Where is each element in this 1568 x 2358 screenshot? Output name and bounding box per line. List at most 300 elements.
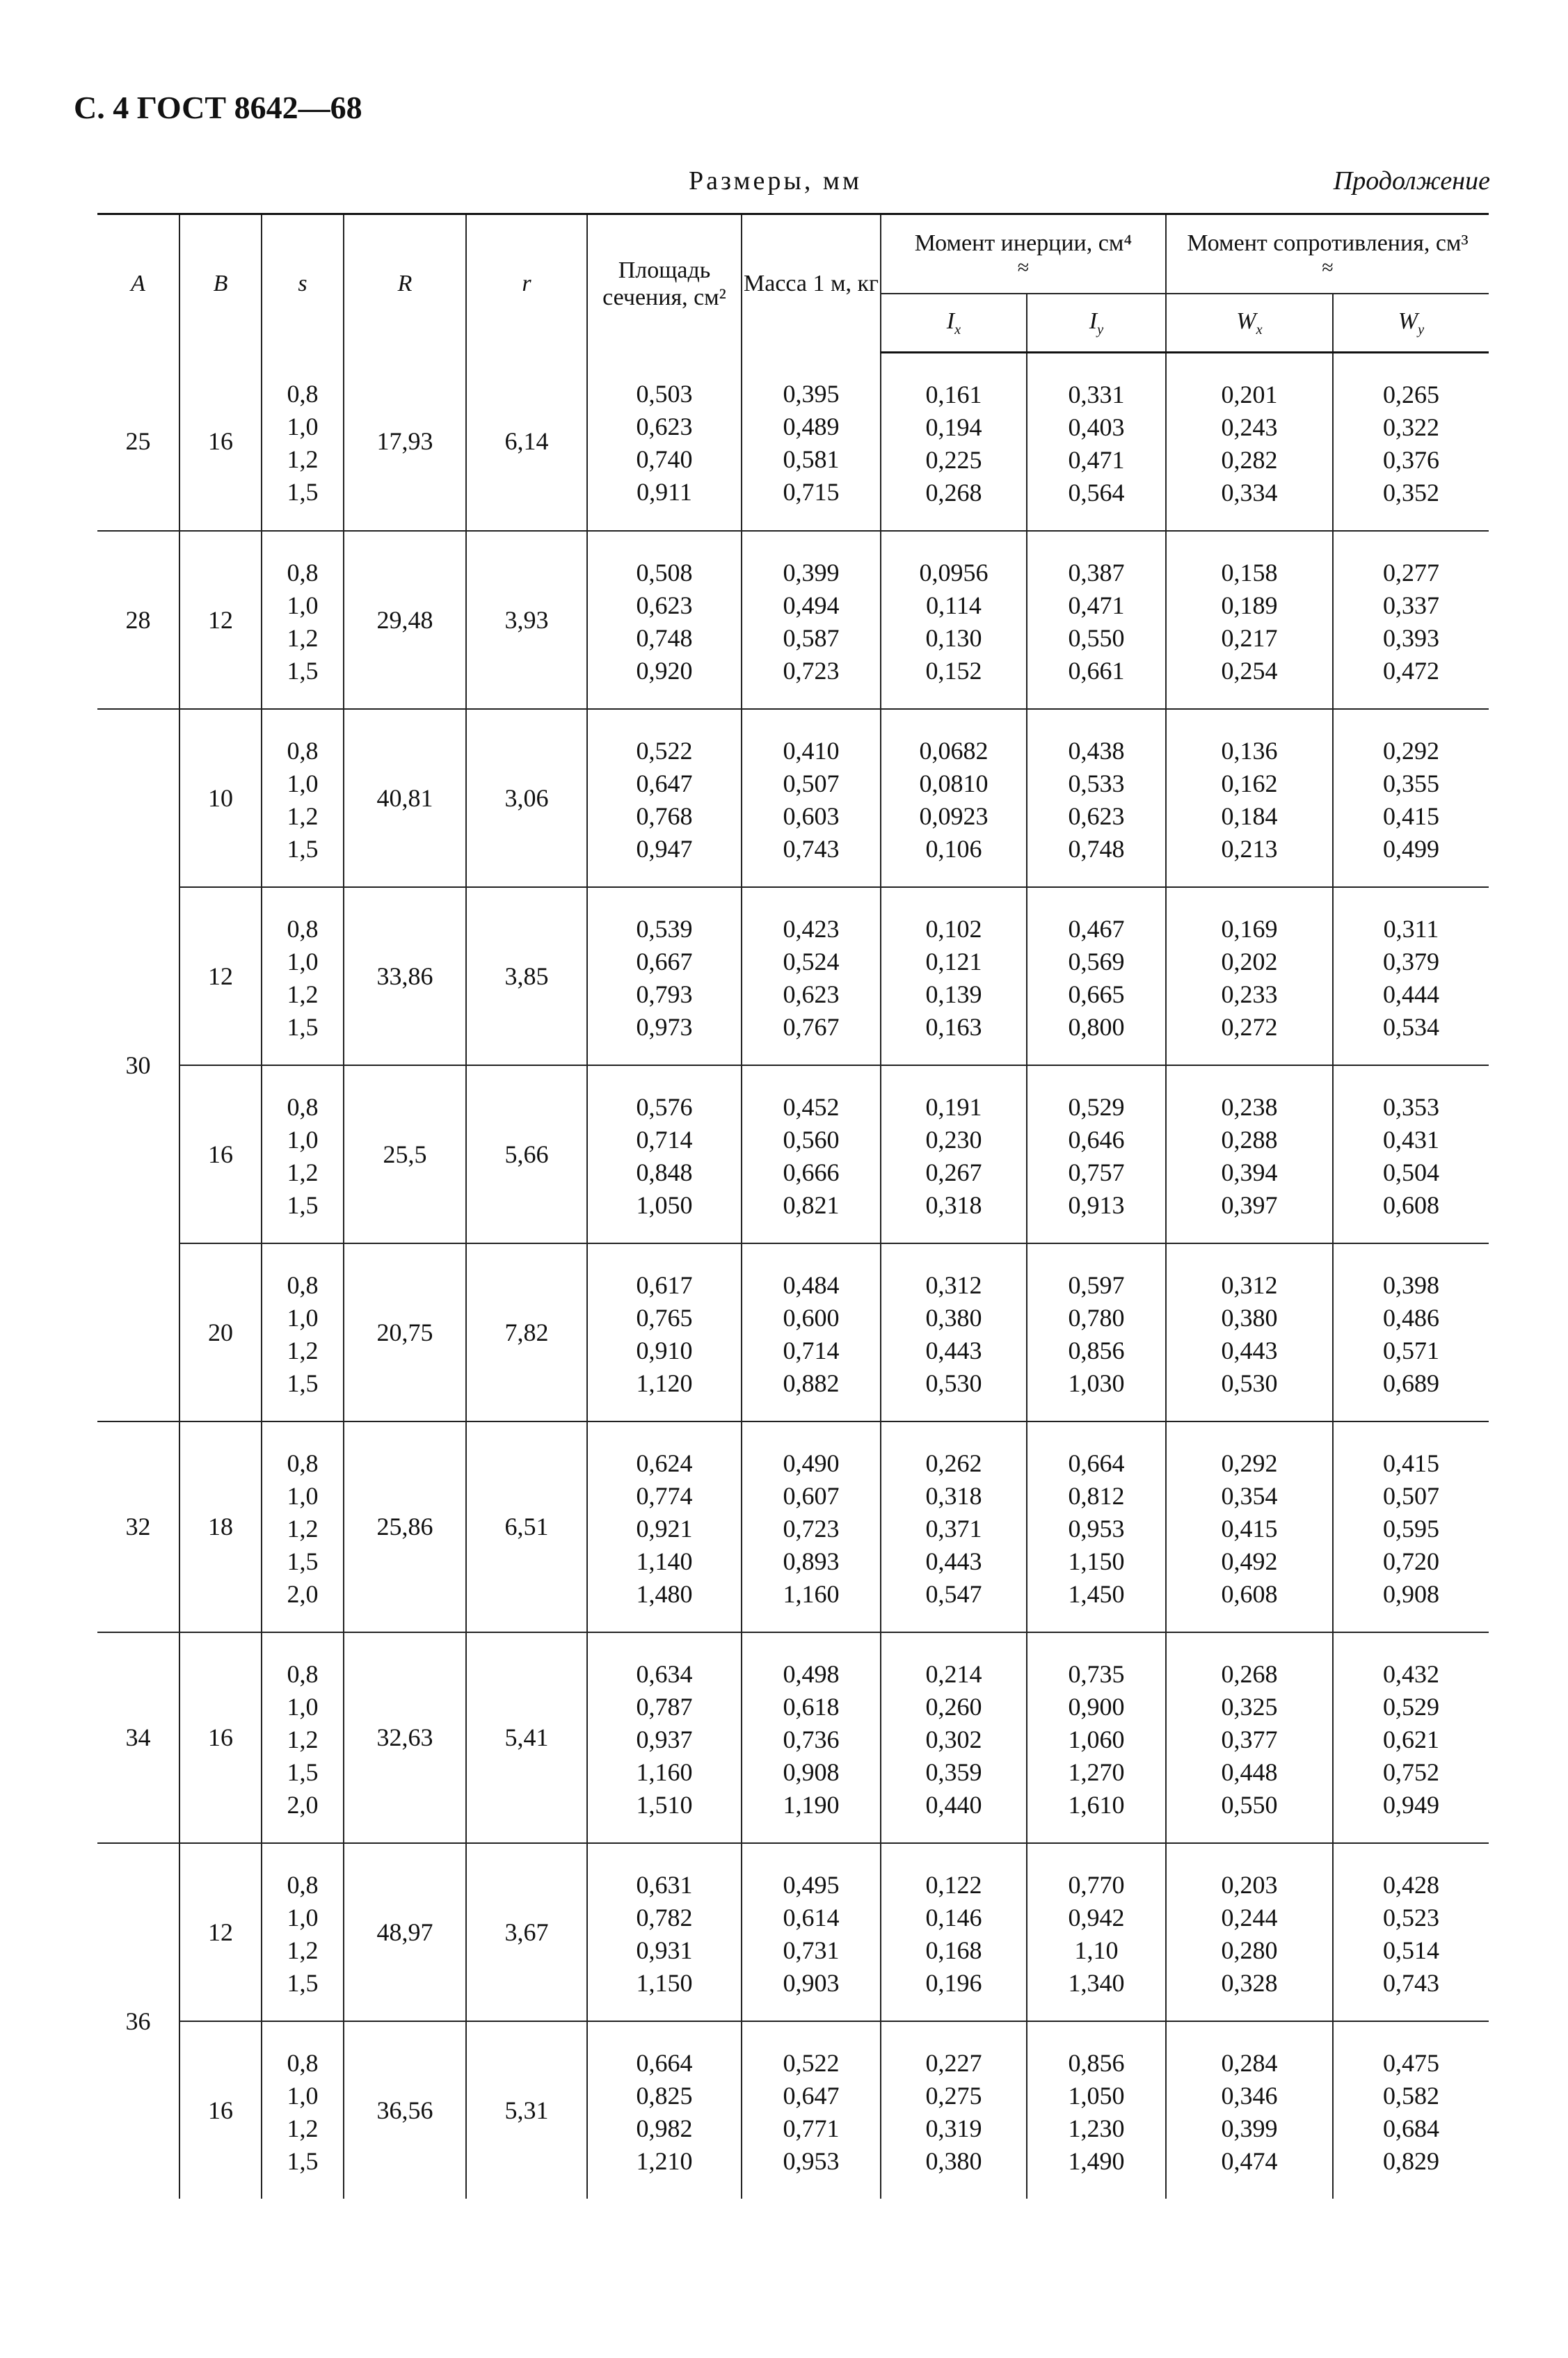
value-Iy: 0,665 [1068, 980, 1125, 1008]
cell-Ix-list [881, 353, 1027, 532]
cell-area-list [587, 709, 742, 887]
value-mass: 1,160 [783, 1580, 840, 1608]
value-mass: 0,771 [783, 2114, 840, 2142]
value-mass: 0,767 [783, 1013, 840, 1041]
value-Wy: 0,444 [1383, 980, 1439, 1008]
value-Ix: 0,225 [925, 446, 982, 474]
cell-r: 6,51 [466, 1421, 587, 1632]
value-Ix: 0,196 [925, 1969, 982, 1997]
value-mass: 0,507 [783, 770, 840, 797]
cell-mass-list [742, 709, 881, 887]
value-mass: 0,607 [783, 1482, 840, 1510]
cell-Wx-list [1166, 1632, 1333, 1843]
value-s: 1,5 [287, 1369, 319, 1397]
value-Ix: 0,152 [925, 657, 982, 685]
value-mass: 0,603 [783, 802, 840, 830]
value-Iy: 0,597 [1068, 1271, 1125, 1299]
value-Ix: 0,443 [925, 1547, 982, 1575]
table-row [97, 2021, 1489, 2199]
value-Wy: 0,393 [1383, 624, 1439, 652]
value-Wy: 0,571 [1383, 1337, 1439, 1364]
value-mass: 0,731 [783, 1936, 840, 1964]
cell-B: 10 [179, 709, 262, 887]
value-Wy: 0,415 [1383, 802, 1439, 830]
value-area: 1,140 [636, 1547, 693, 1575]
value-Iy: 0,735 [1068, 1660, 1125, 1688]
cell-s-list [262, 1843, 344, 2021]
value-Wy: 0,311 [1383, 915, 1439, 943]
col-header-r: r [466, 214, 587, 353]
value-Iy: 0,661 [1068, 657, 1125, 685]
table-row [97, 1421, 1489, 1632]
value-s: 1,2 [287, 1337, 319, 1364]
value-Iy: 0,569 [1068, 948, 1125, 975]
value-Wx: 0,394 [1221, 1158, 1278, 1186]
value-Ix: 0,114 [926, 591, 982, 619]
value-Wx: 0,169 [1221, 915, 1278, 943]
value-Iy: 0,387 [1068, 559, 1125, 587]
cell-Iy-list [1027, 531, 1166, 709]
cell-Wy-list [1333, 353, 1489, 532]
value-Ix: 0,262 [925, 1449, 982, 1477]
value-Ix: 0,194 [925, 413, 982, 441]
value-Iy: 0,438 [1068, 737, 1125, 765]
value-s: 1,2 [287, 1726, 319, 1753]
value-Iy: 0,529 [1068, 1093, 1125, 1121]
cell-Wx-list [1166, 353, 1333, 532]
value-s: 0,8 [287, 2049, 319, 2077]
value-Iy: 1,030 [1068, 1369, 1125, 1397]
value-Wx: 0,328 [1221, 1969, 1278, 1997]
value-s: 1,2 [287, 1936, 319, 1964]
value-Wx: 0,443 [1221, 1337, 1278, 1364]
value-area: 0,973 [636, 1013, 693, 1041]
value-area: 0,624 [636, 1449, 693, 1477]
value-Wx: 0,492 [1221, 1547, 1278, 1575]
value-mass: 0,714 [783, 1337, 840, 1364]
cell-mass-list [742, 887, 881, 1065]
value-Wy: 0,689 [1383, 1369, 1439, 1397]
cell-s-list [262, 1421, 344, 1632]
value-Ix: 0,267 [925, 1158, 982, 1186]
value-mass: 0,623 [783, 980, 840, 1008]
value-mass: 0,399 [783, 559, 840, 587]
value-Ix: 0,260 [925, 1693, 982, 1721]
value-s: 1,0 [287, 1304, 319, 1332]
value-s: 0,8 [287, 915, 319, 943]
value-Iy: 0,856 [1068, 2049, 1125, 2077]
cell-Ix-list [881, 1243, 1027, 1421]
cell-R: 25,5 [344, 1065, 466, 1243]
value-mass: 0,903 [783, 1969, 840, 1997]
cell-B: 16 [179, 1065, 262, 1243]
value-Iy: 0,471 [1068, 446, 1125, 474]
value-Wy: 0,908 [1383, 1580, 1439, 1608]
value-Iy: 0,942 [1068, 1904, 1125, 1931]
value-Iy: 0,780 [1068, 1304, 1125, 1332]
value-Iy: 1,10 [1074, 1936, 1119, 1964]
cell-A: 32 [97, 1421, 179, 1632]
value-Wx: 0,312 [1221, 1271, 1278, 1299]
cell-Ix-list [881, 1843, 1027, 2021]
value-area: 1,210 [636, 2147, 693, 2175]
value-s: 1,2 [287, 802, 319, 830]
value-Wy: 0,534 [1383, 1013, 1439, 1041]
value-Wx: 0,158 [1221, 559, 1278, 587]
cell-r: 5,66 [466, 1065, 587, 1243]
value-Wy: 0,486 [1383, 1304, 1439, 1332]
cell-area-list [587, 353, 742, 532]
value-Ix: 0,275 [925, 2082, 982, 2110]
cell-Iy-list [1027, 2021, 1166, 2199]
value-Wx: 0,217 [1221, 624, 1278, 652]
value-Iy: 0,900 [1068, 1693, 1125, 1721]
value-Ix: 0,227 [925, 2049, 982, 2077]
value-Iy: 0,664 [1068, 1449, 1125, 1477]
value-area: 0,623 [636, 413, 693, 441]
value-Wx: 0,397 [1221, 1191, 1278, 1219]
value-Wy: 0,353 [1383, 1093, 1439, 1121]
cell-Wx-list [1166, 1421, 1333, 1632]
value-mass: 0,600 [783, 1304, 840, 1332]
cell-Wy-list [1333, 1632, 1489, 1843]
value-Wx: 0,254 [1221, 657, 1278, 685]
cell-Iy-list [1027, 709, 1166, 887]
cell-r: 7,82 [466, 1243, 587, 1421]
cell-mass-list [742, 1065, 881, 1243]
cell-mass-list [742, 1243, 881, 1421]
value-area: 0,522 [636, 737, 693, 765]
value-area: 1,160 [636, 1758, 693, 1786]
value-Wx: 0,354 [1221, 1482, 1278, 1510]
value-area: 0,631 [636, 1871, 693, 1899]
cell-B: 20 [179, 1243, 262, 1421]
table-row [97, 1065, 1489, 1243]
dimensions-table [97, 213, 1489, 2199]
cell-area-list [587, 1065, 742, 1243]
col-header-mass: Масса 1 м, кг [742, 214, 881, 353]
cell-R: 20,75 [344, 1243, 466, 1421]
value-mass: 0,821 [783, 1191, 840, 1219]
cell-s-list [262, 1065, 344, 1243]
value-Wy: 0,431 [1383, 1126, 1439, 1154]
value-s: 1,0 [287, 1126, 319, 1154]
value-Wx: 0,380 [1221, 1304, 1278, 1332]
table-row [97, 1243, 1489, 1421]
value-mass: 0,522 [783, 2049, 840, 2077]
value-Wx: 0,288 [1221, 1126, 1278, 1154]
value-s: 0,8 [287, 559, 319, 587]
value-Ix: 0,440 [925, 1791, 982, 1819]
value-Wx: 0,189 [1221, 591, 1278, 619]
value-area: 1,120 [636, 1369, 693, 1397]
cell-Wx-list [1166, 2021, 1333, 2199]
cell-r: 5,31 [466, 2021, 587, 2199]
cell-Wy-list [1333, 531, 1489, 709]
value-s: 0,8 [287, 380, 319, 408]
value-Wx: 0,448 [1221, 1758, 1278, 1786]
value-Wx: 0,243 [1221, 413, 1278, 441]
value-Iy: 1,270 [1068, 1758, 1125, 1786]
value-Ix: 0,168 [925, 1936, 982, 1964]
value-s: 1,5 [287, 1969, 319, 1997]
value-Wx: 0,377 [1221, 1726, 1278, 1753]
value-mass: 0,882 [783, 1369, 840, 1397]
value-Wx: 0,201 [1221, 381, 1278, 408]
value-Iy: 0,856 [1068, 1337, 1125, 1364]
value-Wx: 0,550 [1221, 1791, 1278, 1819]
cell-Ix-list [881, 1632, 1027, 1843]
col-header-B: B [179, 214, 262, 353]
value-Wy: 0,415 [1383, 1449, 1439, 1477]
col-header-Wy: $W_y$ [1333, 294, 1489, 353]
cell-mass-list [742, 531, 881, 709]
value-s: 1,2 [287, 980, 319, 1008]
value-s: 0,8 [287, 1449, 319, 1477]
value-s: 0,8 [287, 1271, 319, 1299]
value-Ix: 0,318 [925, 1482, 982, 1510]
value-Wy: 0,376 [1383, 446, 1439, 474]
col-header-Ix: $I_x$ [881, 294, 1027, 353]
value-area: 0,617 [636, 1271, 693, 1299]
value-mass: 0,715 [783, 478, 840, 507]
cell-R: 36,56 [344, 2021, 466, 2199]
value-Wx: 0,162 [1221, 770, 1278, 797]
value-area: 0,931 [636, 1936, 693, 1964]
value-area: 0,664 [636, 2049, 693, 2077]
value-mass: 0,893 [783, 1547, 840, 1575]
value-area: 0,768 [636, 802, 693, 830]
value-mass: 0,560 [783, 1126, 840, 1154]
value-Ix: 0,146 [925, 1904, 982, 1931]
value-Iy: 0,748 [1068, 835, 1125, 863]
value-mass: 0,410 [783, 737, 840, 765]
value-area: 0,920 [636, 657, 693, 685]
inertia-approx-sign: ≈ [1017, 255, 1030, 279]
cell-mass-list [742, 353, 881, 532]
value-Wy: 0,504 [1383, 1158, 1439, 1186]
value-mass: 0,498 [783, 1660, 840, 1688]
value-Iy: 1,050 [1068, 2082, 1125, 2110]
value-Ix: 0,214 [925, 1660, 982, 1688]
cell-Ix-list [881, 709, 1027, 887]
value-Wy: 0,720 [1383, 1547, 1439, 1575]
cell-area-list [587, 1632, 742, 1843]
value-Wx: 0,272 [1221, 1013, 1278, 1041]
value-s: 1,5 [287, 2147, 319, 2175]
value-Wy: 0,829 [1383, 2147, 1439, 2175]
value-mass: 0,395 [783, 380, 840, 408]
value-area: 0,667 [636, 948, 693, 975]
value-Ix: 0,230 [925, 1126, 982, 1154]
cell-s-list [262, 887, 344, 1065]
cell-R: 40,81 [344, 709, 466, 887]
cell-B: 16 [179, 2021, 262, 2199]
value-s: 1,5 [287, 657, 319, 685]
value-Iy: 0,800 [1068, 1013, 1125, 1041]
value-Wy: 0,684 [1383, 2114, 1439, 2142]
cell-Ix-list [881, 531, 1027, 709]
value-Wy: 0,949 [1383, 1791, 1439, 1819]
cell-R: 48,97 [344, 1843, 466, 2021]
cell-A: 34 [97, 1632, 179, 1843]
cell-r: 3,93 [466, 531, 587, 709]
value-s: 1,5 [287, 478, 319, 507]
cell-r: 3,06 [466, 709, 587, 887]
value-area: 0,947 [636, 835, 693, 863]
table-row [97, 1632, 1489, 1843]
value-Wx: 0,233 [1221, 980, 1278, 1008]
cell-area-list [587, 1843, 742, 2021]
cell-Wx-list [1166, 1843, 1333, 2021]
value-Wx: 0,530 [1221, 1369, 1278, 1397]
value-s: 1,2 [287, 445, 319, 474]
value-area: 0,848 [636, 1158, 693, 1186]
value-mass: 0,614 [783, 1904, 840, 1931]
value-s: 1,0 [287, 2082, 319, 2110]
cell-mass-list [742, 1421, 881, 1632]
value-Wx: 0,202 [1221, 948, 1278, 975]
cell-B: 18 [179, 1421, 262, 1632]
value-mass: 0,587 [783, 624, 840, 652]
cell-B: 12 [179, 1843, 262, 2021]
value-Wx: 0,282 [1221, 446, 1278, 474]
value-mass: 0,452 [783, 1093, 840, 1121]
cell-Wy-list [1333, 1421, 1489, 1632]
value-Ix: 0,359 [925, 1758, 982, 1786]
value-area: 0,623 [636, 591, 693, 619]
value-Ix: 0,0923 [919, 802, 989, 830]
value-Ix: 0,191 [925, 1093, 982, 1121]
value-Iy: 0,331 [1068, 381, 1125, 408]
value-Iy: 0,812 [1068, 1482, 1125, 1510]
value-Wy: 0,621 [1383, 1726, 1439, 1753]
value-Iy: 1,340 [1068, 1969, 1125, 1997]
value-Wx: 0,280 [1221, 1936, 1278, 1964]
value-Ix: 0,319 [925, 2114, 982, 2142]
cell-s-list [262, 709, 344, 887]
value-area: 1,050 [636, 1191, 693, 1219]
value-Ix: 0,380 [925, 2147, 982, 2175]
cell-Wx-list [1166, 531, 1333, 709]
cell-Iy-list [1027, 1843, 1166, 2021]
continuation-label: Продолжение [1333, 166, 1490, 196]
value-Wy: 0,292 [1383, 737, 1439, 765]
cell-Iy-list [1027, 1065, 1166, 1243]
value-mass: 0,666 [783, 1158, 840, 1186]
value-s: 2,0 [287, 1791, 319, 1819]
value-Ix: 0,302 [925, 1726, 982, 1753]
cell-Wy-list [1333, 2021, 1489, 2199]
value-Ix: 0,122 [925, 1871, 982, 1899]
cell-A: 28 [97, 531, 179, 709]
value-mass: 0,723 [783, 1515, 840, 1543]
value-area: 0,774 [636, 1482, 693, 1510]
col-header-Iy: $I_y$ [1027, 294, 1166, 353]
value-Ix: 0,0682 [919, 737, 989, 765]
value-Ix: 0,163 [925, 1013, 982, 1041]
value-area: 1,150 [636, 1969, 693, 1997]
value-Iy: 0,913 [1068, 1191, 1125, 1219]
cell-r: 3,85 [466, 887, 587, 1065]
value-mass: 0,618 [783, 1693, 840, 1721]
cell-Wx-list [1166, 887, 1333, 1065]
value-Wy: 0,743 [1383, 1969, 1439, 1997]
value-Wy: 0,337 [1383, 591, 1439, 619]
value-Wy: 0,752 [1383, 1758, 1439, 1786]
value-s: 1,5 [287, 1547, 319, 1575]
cell-Wy-list [1333, 1065, 1489, 1243]
cell-area-list [587, 2021, 742, 2199]
value-Wy: 0,608 [1383, 1191, 1439, 1219]
value-area: 0,714 [636, 1126, 693, 1154]
table-row [97, 531, 1489, 709]
value-s: 1,0 [287, 591, 319, 619]
value-area: 1,480 [636, 1580, 693, 1608]
value-mass: 0,908 [783, 1758, 840, 1786]
cell-A: 36 [97, 1843, 179, 2199]
value-mass: 0,723 [783, 657, 840, 685]
value-s: 1,5 [287, 1013, 319, 1041]
value-Wy: 0,523 [1383, 1904, 1439, 1931]
value-s: 1,0 [287, 413, 319, 441]
value-s: 1,0 [287, 1482, 319, 1510]
value-s: 1,5 [287, 1758, 319, 1786]
cell-mass-list [742, 1843, 881, 2021]
value-Wx: 0,284 [1221, 2049, 1278, 2077]
table-row [97, 353, 1489, 532]
value-Wy: 0,475 [1383, 2049, 1439, 2077]
value-Ix: 0,130 [925, 624, 982, 652]
cell-Iy-list [1027, 1421, 1166, 1632]
table-row [97, 887, 1489, 1065]
value-area: 0,576 [636, 1093, 693, 1121]
value-mass: 0,484 [783, 1271, 840, 1299]
value-s: 1,0 [287, 1693, 319, 1721]
value-Ix: 0,139 [925, 980, 982, 1008]
value-Wy: 0,499 [1383, 835, 1439, 863]
value-s: 1,2 [287, 1158, 319, 1186]
value-Ix: 0,530 [925, 1369, 982, 1397]
value-area: 0,911 [637, 478, 692, 507]
value-s: 0,8 [287, 1871, 319, 1899]
col-group-resistance [1166, 214, 1489, 294]
value-Wx: 0,203 [1221, 1871, 1278, 1899]
cell-R: 29,48 [344, 531, 466, 709]
cell-Iy-list [1027, 1632, 1166, 1843]
cell-B: 12 [179, 887, 262, 1065]
value-Iy: 0,953 [1068, 1515, 1125, 1543]
value-Ix: 0,106 [925, 835, 982, 863]
value-Wx: 0,334 [1221, 479, 1278, 507]
cell-Ix-list [881, 1065, 1027, 1243]
value-mass: 0,489 [783, 413, 840, 441]
value-Wx: 0,474 [1221, 2147, 1278, 2175]
value-Wy: 0,352 [1383, 479, 1439, 507]
cell-s-list [262, 2021, 344, 2199]
value-Iy: 0,623 [1068, 802, 1125, 830]
value-Wx: 0,415 [1221, 1515, 1278, 1543]
value-mass: 0,490 [783, 1449, 840, 1477]
units-caption: Размеры, мм [689, 166, 863, 196]
value-area: 0,825 [636, 2082, 693, 2110]
value-s: 1,2 [287, 1515, 319, 1543]
value-Ix: 0,312 [925, 1271, 982, 1299]
value-mass: 1,190 [783, 1791, 840, 1819]
cell-s-list [262, 1632, 344, 1843]
value-Wy: 0,398 [1383, 1271, 1439, 1299]
value-Wy: 0,595 [1383, 1515, 1439, 1543]
